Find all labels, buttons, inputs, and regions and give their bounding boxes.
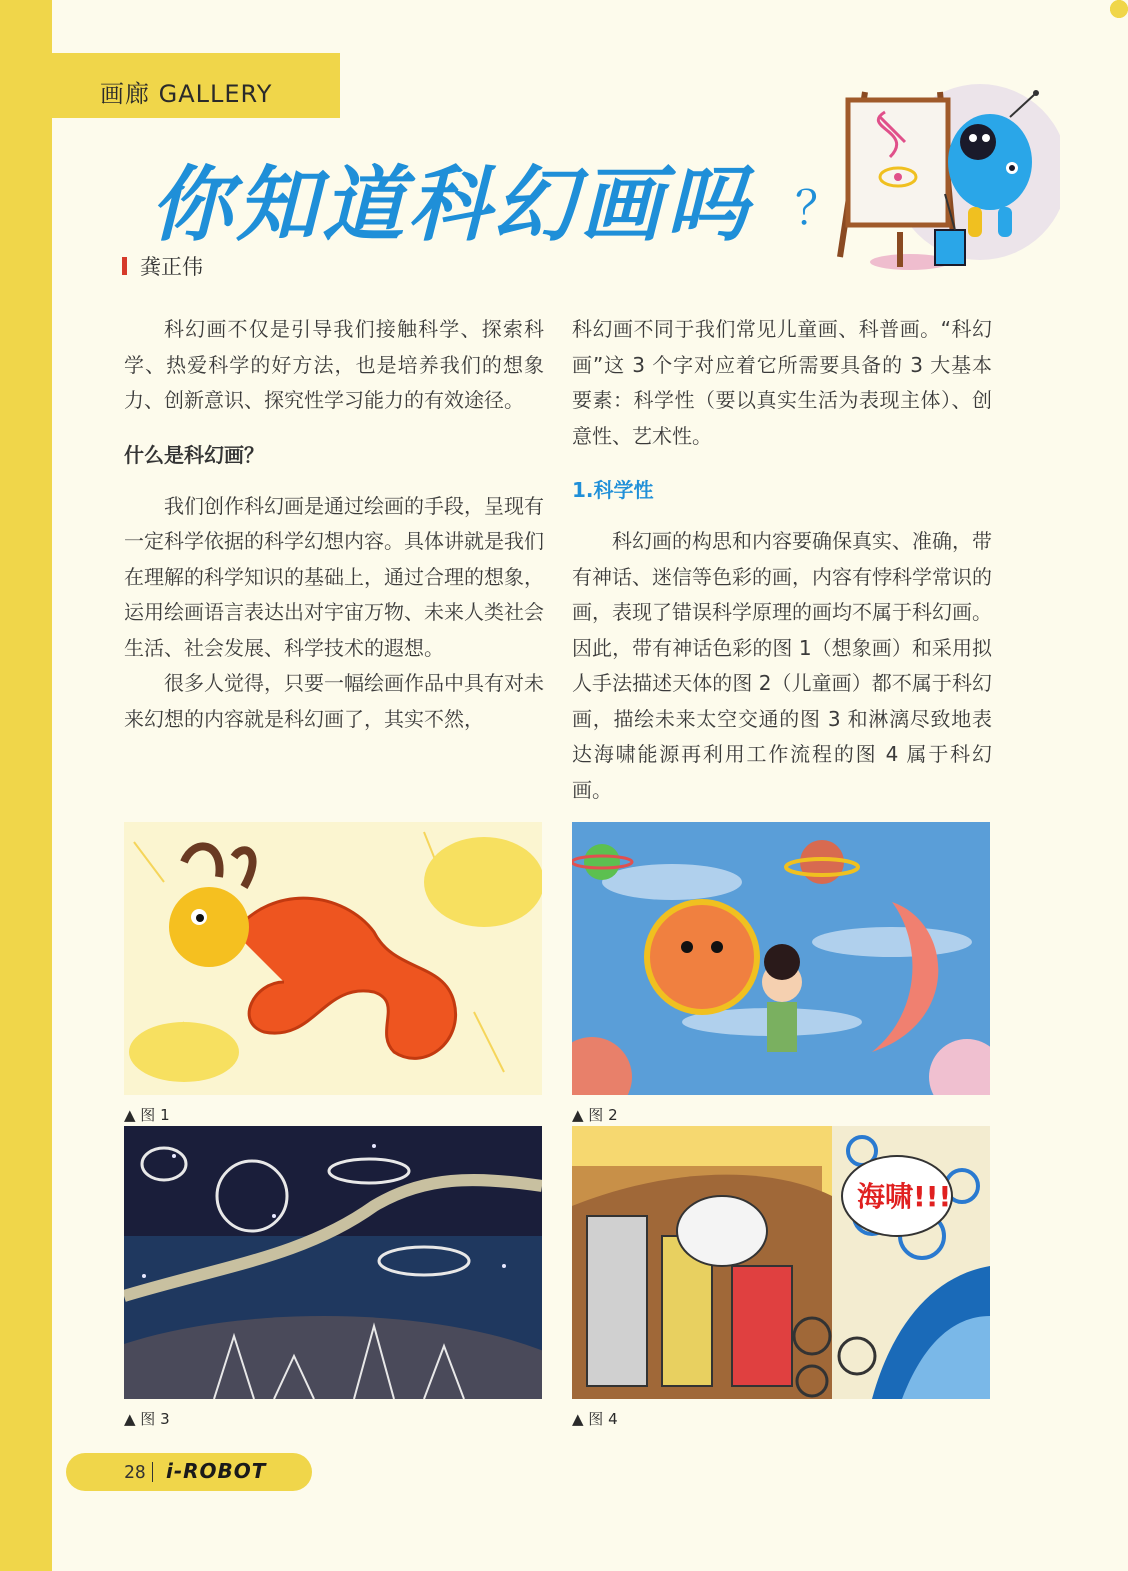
article-title: 你知道科幻画吗 <box>150 157 752 253</box>
body-paragraph: 科幻画不同于我们常见儿童画、科普画。“科幻画”这 3 个字对应着它所需要具备的 3 大基本要素：科学性（要以真实生活为表现主体）、创意性、艺术性。 <box>572 317 992 448</box>
paint-can <box>935 230 965 265</box>
page-number: 28 <box>124 1462 146 1483</box>
figure-1-caption: ▲ 图 1 <box>124 1106 170 1124</box>
body-paragraph: 科幻画的构思和内容要确保真实、准确，带有神话、迷信等色彩的画，内容有悖科学常识的画，表现了错误科学原理的画均不属于科幻画。因此，带有神话色彩的图 1（想象画）和采用拟人手法描述天体的图 2（儿童画）都不属于科幻画，描绘未来太空交通的图 3 和淋漓尽致地表达海啸能源再利用工作流程的图 4 属于科幻画。 <box>572 529 992 802</box>
figure-3-space-traffic <box>124 1126 542 1399</box>
title-question-mark: ？ <box>795 181 841 235</box>
robot-painter-illustration <box>830 82 1060 282</box>
intro-paragraph: 科幻画不仅是引导我们接触科学、探索科学、热爱科学的好方法，也是培养我们的想象力、创新意识、探究性学习能力的有效途径。 <box>124 317 544 412</box>
figure-2-caption: ▲ 图 2 <box>572 1106 618 1124</box>
corner-decoration <box>1098 0 1128 30</box>
heading-what-is: 什么是科幻画？ <box>124 442 264 467</box>
left-color-bar <box>0 0 52 1571</box>
right-column <box>572 312 992 808</box>
figure-3-caption: ▲ 图 3 <box>124 1410 170 1428</box>
magazine-brand: i-ROBOT <box>166 1459 267 1483</box>
section-label: 画廊 GALLERY <box>100 80 273 108</box>
heading-scientific: 1.科学性 <box>572 478 654 502</box>
footer-separator <box>152 1462 153 1482</box>
figure-1-dragon <box>124 822 542 1095</box>
figure-4-caption: ▲ 图 4 <box>572 1410 618 1428</box>
figure-4-text: 海啸!!! <box>857 1180 952 1213</box>
figure-2-planets <box>572 822 990 1095</box>
figure-4-tsunami-energy <box>572 1126 990 1399</box>
author-marker <box>122 257 127 275</box>
body-paragraph: 很多人觉得，只要一幅绘画作品中具有对未来幻想的内容就是科幻画了，其实不然， <box>124 671 544 731</box>
left-column <box>124 312 544 737</box>
author-name: 龚正伟 <box>140 255 203 279</box>
body-paragraph: 我们创作科幻画是通过绘画的手段，呈现有一定科学依据的科学幻想内容。具体讲就是我们在理解的科学知识的基础上，通过合理的想象，运用绘画语言表达出对宇宙万物、未来人类社会生活、社会发展、科学技术的遐想。 <box>124 493 544 660</box>
canvas <box>848 100 948 225</box>
